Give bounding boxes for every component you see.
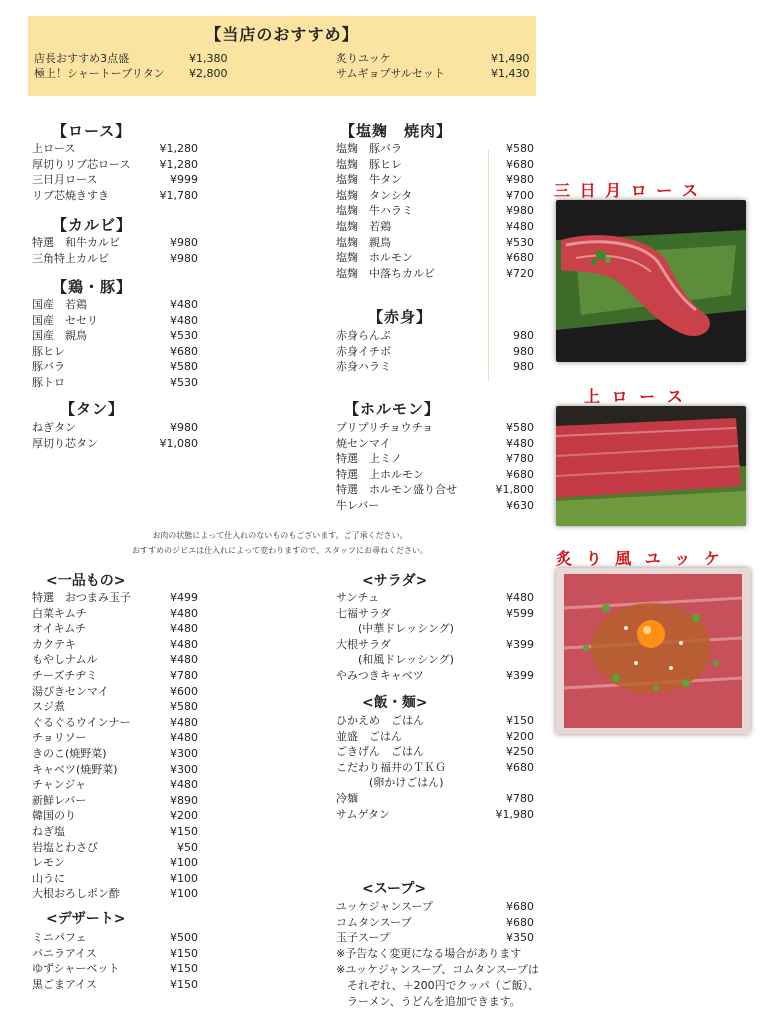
soup-note: ※予告なく変更になる場合があります xyxy=(336,947,522,960)
menu-item-price: ¥150 xyxy=(170,977,198,991)
photo-title-jo-roast: 上 ロ ー ス xyxy=(584,387,686,406)
menu-item-name: 国産 セセリ xyxy=(32,313,98,327)
menu-item-name: 国産 親鳥 xyxy=(32,329,87,343)
menu-item-price: ¥580 xyxy=(170,360,198,374)
menu-item-name: チョリソー xyxy=(32,731,87,745)
menu-item-price: ¥680 xyxy=(170,344,198,358)
section-title-chicken-pork: 【鶏・豚】 xyxy=(52,278,133,296)
menu-item-price: ¥680 xyxy=(506,467,534,481)
menu-item-name: ごきげん ごはん xyxy=(336,745,424,759)
menu-item-price: 980 xyxy=(513,344,534,358)
item-price: ¥1,430 xyxy=(491,67,530,80)
menu-item-name: コムタンスープ xyxy=(336,915,412,929)
notice-line: お肉の状態によって仕入れのないものもございます。ご了承ください。 xyxy=(152,531,408,540)
menu-item-name: 塩麹 中落ちカルビ xyxy=(336,266,435,280)
menu-item-price: ¥480 xyxy=(170,637,198,651)
menu-item-name: スジ煮 xyxy=(32,700,65,714)
menu-item-price: ¥700 xyxy=(506,188,534,202)
menu-item-price: ¥580 xyxy=(506,421,534,434)
menu-item-name: もやしナムル xyxy=(32,653,98,667)
menu-item-price: ¥680 xyxy=(506,157,534,171)
recommend-banner xyxy=(28,16,536,96)
menu-item-name: 玉子スープ xyxy=(336,931,390,945)
section-title-ippin: <一品もの> xyxy=(46,573,126,589)
menu-item-name: 冷麺 xyxy=(336,791,358,805)
menu-item-name: 並盛 ごはん xyxy=(336,729,402,743)
menu-item-name: サムゲタン xyxy=(336,807,390,821)
menu-item-price: ¥480 xyxy=(170,298,198,311)
item-name: 極上！シャートーブリタン xyxy=(34,67,165,80)
menu-item-price: ¥680 xyxy=(506,900,534,913)
menu-item-price: ¥780 xyxy=(170,668,198,682)
menu-item-price: ¥480 xyxy=(170,653,198,667)
menu-item-name: 大根おろしポン酢 xyxy=(32,887,120,901)
jo-roast-image xyxy=(556,406,746,526)
item-price: ¥2,800 xyxy=(189,67,228,80)
menu-item-price: ¥980 xyxy=(170,251,198,265)
menu-item-name: レモン xyxy=(32,856,65,870)
item-price: ¥1,490 xyxy=(491,52,530,65)
menu-item-price: ¥680 xyxy=(506,251,534,265)
recommend-item xyxy=(34,67,228,81)
menu-item-price: ¥600 xyxy=(170,684,198,698)
menu-item-name: 牛レバー xyxy=(336,498,380,512)
menu-item-name: 特選 和牛カルビ xyxy=(32,236,120,249)
section-title-rice-noodle: <飯・麺> xyxy=(362,695,428,711)
menu-item-name: 塩麹 ホルモン xyxy=(336,251,413,265)
section-title-kalbi: 【カルビ】 xyxy=(52,216,133,234)
menu-item-name: 三日月ロース xyxy=(32,173,98,187)
menu-item-name: バニラアイス xyxy=(32,946,97,960)
menu-item-price: ¥480 xyxy=(170,622,198,636)
menu-item-price: ¥1,800 xyxy=(495,483,534,497)
menu-item-name: 特選 ホルモン盛り合せ xyxy=(336,483,457,497)
menu-item-price: ¥980 xyxy=(170,236,198,249)
menu-item-price: ¥399 xyxy=(506,637,534,651)
aburi-yukke-image xyxy=(556,568,750,734)
menu-item-price: ¥499 xyxy=(170,591,198,604)
section-title-salad: <サラダ> xyxy=(362,573,428,589)
menu-item-price: ¥530 xyxy=(170,375,198,389)
menu-item-price: ¥480 xyxy=(170,731,198,745)
menu-item-price: ¥530 xyxy=(170,329,198,343)
menu-item-name: 大根サラダ xyxy=(336,637,391,651)
soup-note: それぞれ、＋200円でクッパ（ご飯）、 xyxy=(336,979,540,992)
menu-item-price: ¥150 xyxy=(170,824,198,838)
recommend-item xyxy=(336,67,530,81)
menu-item-price: ¥480 xyxy=(170,778,198,792)
item-name: サムギョプサルセット xyxy=(336,67,445,80)
menu-item-name: プリプリチョウチョ xyxy=(336,421,434,434)
menu-item-price: ¥300 xyxy=(170,746,198,760)
recommend-title: 【当店のおすすめ】 xyxy=(205,25,359,44)
menu-item-name: 湯びきセンマイ xyxy=(32,684,109,698)
menu-item-price: ¥680 xyxy=(506,760,534,774)
menu-item-name: 豚ヒレ xyxy=(32,344,65,358)
menu-item-price: ¥1,980 xyxy=(495,807,534,821)
menu-item-name: ひかえめ ごはん xyxy=(336,714,424,727)
recommend-item xyxy=(336,52,530,66)
menu-item-name: サンチュ xyxy=(336,591,380,604)
menu-item-name: ねぎタン xyxy=(32,421,76,434)
menu-item-price: 980 xyxy=(513,329,534,342)
menu-item-name: ぐるぐるウインナー xyxy=(32,715,131,729)
soup-note: ラーメン、うどんを追加できます。 xyxy=(336,995,521,1008)
menu-item-price: ¥890 xyxy=(170,793,198,807)
menu-item-name: 韓国のり xyxy=(32,809,76,823)
menu-item-price: ¥480 xyxy=(170,715,198,729)
recommend-item xyxy=(34,52,228,66)
menu-item-price: ¥500 xyxy=(170,931,198,944)
menu-item-name: 七福サラダ xyxy=(336,606,391,620)
menu-item-name: 赤身らんぷ xyxy=(336,329,391,342)
menu-item-name: こだわり福井のＴＫＧ xyxy=(336,760,446,774)
menu-item-name: 塩麹 タンシタ xyxy=(336,188,413,202)
menu-item-price: ¥100 xyxy=(170,856,198,870)
menu-item-price: 980 xyxy=(513,360,534,374)
menu-item-name: 塩麹 若鶏 xyxy=(336,219,391,233)
menu-item-price: ¥300 xyxy=(170,762,198,776)
menu-item-price: ¥1,780 xyxy=(159,188,198,202)
menu-item-name: 豚バラ xyxy=(32,360,65,374)
menu-item-name: (卵かけごはん) xyxy=(336,776,444,790)
menu-item-name: 新鮮レバー xyxy=(32,793,87,807)
section-title-soup: <スープ> xyxy=(362,881,427,897)
photo-mikazuki-roast xyxy=(556,200,746,362)
menu-item-name: 焼センマイ xyxy=(336,436,391,450)
menu-item-name: キャベツ(焼野菜) xyxy=(32,762,118,776)
menu-item-price: ¥980 xyxy=(506,173,534,187)
menu-item-price: ¥200 xyxy=(506,729,534,743)
menu-item-name: 特選 上ミノ xyxy=(336,452,402,466)
menu-item-name: 厚切り芯タン xyxy=(32,436,98,450)
menu-item-name: 岩塩とわさび xyxy=(32,840,98,854)
photo-jo-roast xyxy=(556,406,746,526)
menu-item-name: 塩麹 牛ハラミ xyxy=(336,204,413,218)
menu-item-name: 上ロース xyxy=(32,142,76,155)
menu-item-name: オイキムチ xyxy=(32,622,87,636)
menu-item-price: ¥100 xyxy=(170,871,198,885)
menu-item-price: ¥100 xyxy=(170,887,198,901)
menu-item-price: ¥980 xyxy=(506,204,534,218)
photo-title-yukke: 炙 り 風 ユ ッ ケ xyxy=(556,549,724,568)
menu-item-price: ¥150 xyxy=(170,962,198,976)
menu-item-name: 山うに xyxy=(32,871,65,885)
notice-line: おすすめのジビエは仕入れによって変わりますので、スタッフにお尋ねください。 xyxy=(132,546,428,555)
menu-item-price: ¥200 xyxy=(170,809,198,823)
menu-item-name: 塩麹 牛タン xyxy=(336,173,402,187)
menu-item-price: ¥780 xyxy=(506,791,534,805)
menu-item-price: ¥780 xyxy=(506,452,534,466)
menu-item-price: ¥580 xyxy=(506,142,534,155)
menu-item-price: ¥1,280 xyxy=(159,142,198,155)
menu-item-name: 白菜キムチ xyxy=(32,606,87,620)
menu-item-price: ¥150 xyxy=(506,714,534,727)
menu-item-price: ¥630 xyxy=(506,498,534,512)
section-title-horumon: 【ホルモン】 xyxy=(344,400,441,418)
menu-item-name: やみつきキャベツ xyxy=(336,668,424,682)
menu-item-name: カクテキ xyxy=(32,637,76,651)
menu-item-price: ¥1,080 xyxy=(159,436,198,450)
menu-item-name: きのこ(焼野菜) xyxy=(32,746,107,760)
menu-item-name: チーズチヂミ xyxy=(32,668,98,682)
menu-item-name: チャンジャ xyxy=(32,778,87,792)
section-title-tongue: 【タン】 xyxy=(60,400,125,418)
menu-item-price: ¥480 xyxy=(170,313,198,327)
menu-item-name: 赤身ハラミ xyxy=(336,360,391,374)
menu-item-price: ¥980 xyxy=(170,421,198,434)
menu-item-price: ¥720 xyxy=(506,266,534,280)
menu-item-price: ¥999 xyxy=(170,173,198,187)
menu-item-price: ¥480 xyxy=(506,591,534,604)
item-name: 店長おすすめ3点盛 xyxy=(34,52,130,65)
soup-note: ※ユッケジャンスープ、コムタンスープは xyxy=(336,963,539,976)
menu-item-name: 厚切りリブ芯ロース xyxy=(32,157,131,171)
menu-item-name: (和風ドレッシング) xyxy=(336,653,454,667)
menu-item-price: ¥480 xyxy=(170,606,198,620)
menu-item-name: 塩麹 親鳥 xyxy=(336,235,391,249)
menu-item-name: 国産 若鶏 xyxy=(32,298,87,311)
photo-aburi-yukke xyxy=(556,568,750,734)
menu-item-price: ¥350 xyxy=(506,931,534,945)
section-title-shiokoji: 【塩麹 焼肉】 xyxy=(340,122,453,140)
menu-item-price: ¥480 xyxy=(506,436,534,450)
menu-item-name: 赤身イチボ xyxy=(336,344,391,358)
menu-item-name: 豚トロ xyxy=(32,375,65,389)
menu-item-name: 特選 おつまみ玉子 xyxy=(32,591,131,604)
menu-item-name: 黒ごまアイス xyxy=(32,977,97,991)
menu-item-name: ミニパフェ xyxy=(32,931,87,944)
section-title-red-meat: 【赤身】 xyxy=(368,308,433,326)
menu-item-price: ¥399 xyxy=(506,668,534,682)
menu-item-name: 三角特上カルビ xyxy=(32,251,109,265)
menu-item-price: ¥580 xyxy=(170,700,198,714)
menu-item-name: ゆずシャーベット xyxy=(32,962,120,976)
section-title-roast: 【ロース】 xyxy=(52,122,132,140)
section-title-dessert: <デザート> xyxy=(46,911,126,927)
menu-item-price: ¥250 xyxy=(506,745,534,759)
menu-item-name: 塩麹 豚バラ xyxy=(336,142,402,155)
item-price: ¥1,380 xyxy=(189,52,228,65)
menu-item-price: ¥1,280 xyxy=(159,157,198,171)
menu-item-name: リブ芯焼きすき xyxy=(32,188,109,202)
menu-item-name: 塩麹 豚ヒレ xyxy=(336,157,402,171)
menu-item-name: (中華ドレッシング) xyxy=(336,622,454,636)
menu-item-price: ¥50 xyxy=(177,840,198,854)
menu-item-price: ¥480 xyxy=(506,219,534,233)
menu-item-price: ¥599 xyxy=(506,606,534,620)
photo-title-mikazuki: 三 日 月 ロ ー ス xyxy=(554,181,700,200)
mikazuki-roast-image xyxy=(556,200,746,362)
menu-item-name: ユッケジャンスープ xyxy=(336,900,433,913)
menu-item-price: ¥150 xyxy=(170,946,198,960)
menu-item-price: ¥680 xyxy=(506,915,534,929)
menu-item-price: ¥530 xyxy=(506,235,534,249)
menu-item-name: ねぎ塩 xyxy=(32,824,65,838)
menu-item-name: 特選 上ホルモン xyxy=(336,467,424,481)
item-name: 炙りユッケ xyxy=(336,52,391,65)
